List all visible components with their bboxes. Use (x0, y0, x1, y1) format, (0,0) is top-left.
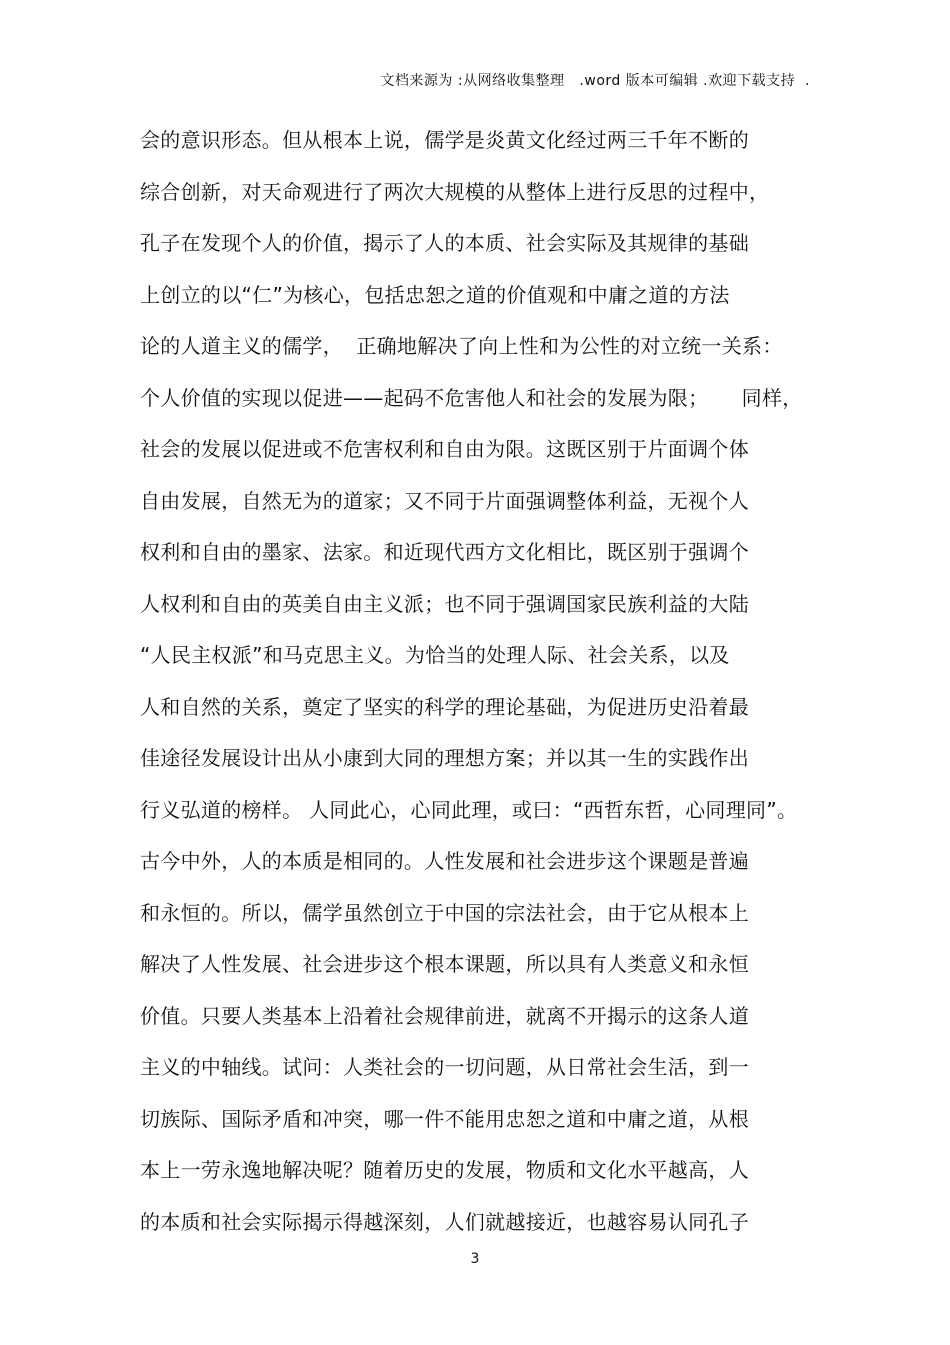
text-line: 社会的发展以促进或不危害权利和自由为限。这既区别于片面调个体 (140, 437, 749, 461)
text-line: 和永恒的。所以，儒学虽然创立于中国的宗法社会，由于它从根本上 (140, 900, 749, 925)
text-line: 价值。只要人类基本上沿着社会规律前进，就离不开揭示的这条人道 (140, 1003, 749, 1028)
text-line: 孔子在发现个人的价值，揭示了人的本质、社会实际及其规律的基础 (140, 231, 749, 255)
text-line: 上创立的以“仁”为核心，包括忠恕之道的价值观和中庸之道的方法 (140, 282, 730, 307)
text-line: 权利和自由的墨家、法家。和近现代西方文化相比，既区别于强调个 (140, 540, 749, 564)
text-line: 本上一劳永逸地解决呢？随着历史的发展，物质和文化水平越高，人 (140, 1158, 749, 1182)
text-line: 会的意识形态。但从根本上说，儒学是炎黄文化经过两三千年不断的 (140, 128, 749, 152)
page-header: 文档来源为 :从网络收集整理 .word 版本可编辑 .欢迎下载支持 . (380, 73, 810, 89)
text-line: 古今中外，人的本质是相同的。人性发展和社会进步这个课题是普遍 (140, 849, 749, 873)
text-line: 行义弘道的榜样。 人同此心，心同此理，或曰：“西哲东哲，心同理同”。 (140, 797, 798, 822)
page-number: 3 (470, 1251, 480, 1267)
text-line: 个人价值的实现以促进——起码不危害他人和社会的发展为限； 同样， (140, 385, 803, 410)
text-line: 的本质和社会实际揭示得越深刻，人们就越接近，也越容易认同孔子 (140, 1209, 749, 1234)
text-line: 综合创新，对天命观进行了两次大规模的从整体上进行反思的过程中， (140, 179, 770, 204)
document-body (140, 122, 840, 1255)
text-line: 论的人道主义的儒学， 正确地解决了向上性和为公性的对立统一关系： (140, 334, 783, 358)
text-line: “人民主权派”和马克思主义。为恰当的处理人际、社会关系，以及 (140, 643, 730, 667)
text-line: 佳途径发展设计出从小康到大同的理想方案；并以其一生的实践作出 (140, 746, 749, 770)
text-line: 主义的中轴线。试问：人类社会的一切问题，从日常社会生活，到一 (140, 1055, 749, 1079)
text-line: 解决了人性发展、社会进步这个根本课题，所以具有人类意义和永恒 (140, 952, 749, 976)
text-line: 人和自然的关系，奠定了坚实的科学的理论基础，为促进历史沿着最 (140, 694, 749, 719)
text-line: 自由发展，自然无为的道家；又不同于片面强调整体利益，无视个人 (140, 488, 749, 513)
text-line: 人权利和自由的英美自由主义派；也不同于强调国家民族利益的大陆 (140, 591, 749, 616)
text-line: 切族际、国际矛盾和冲突，哪一件不能用忠恕之道和中庸之道，从根 (140, 1106, 749, 1131)
